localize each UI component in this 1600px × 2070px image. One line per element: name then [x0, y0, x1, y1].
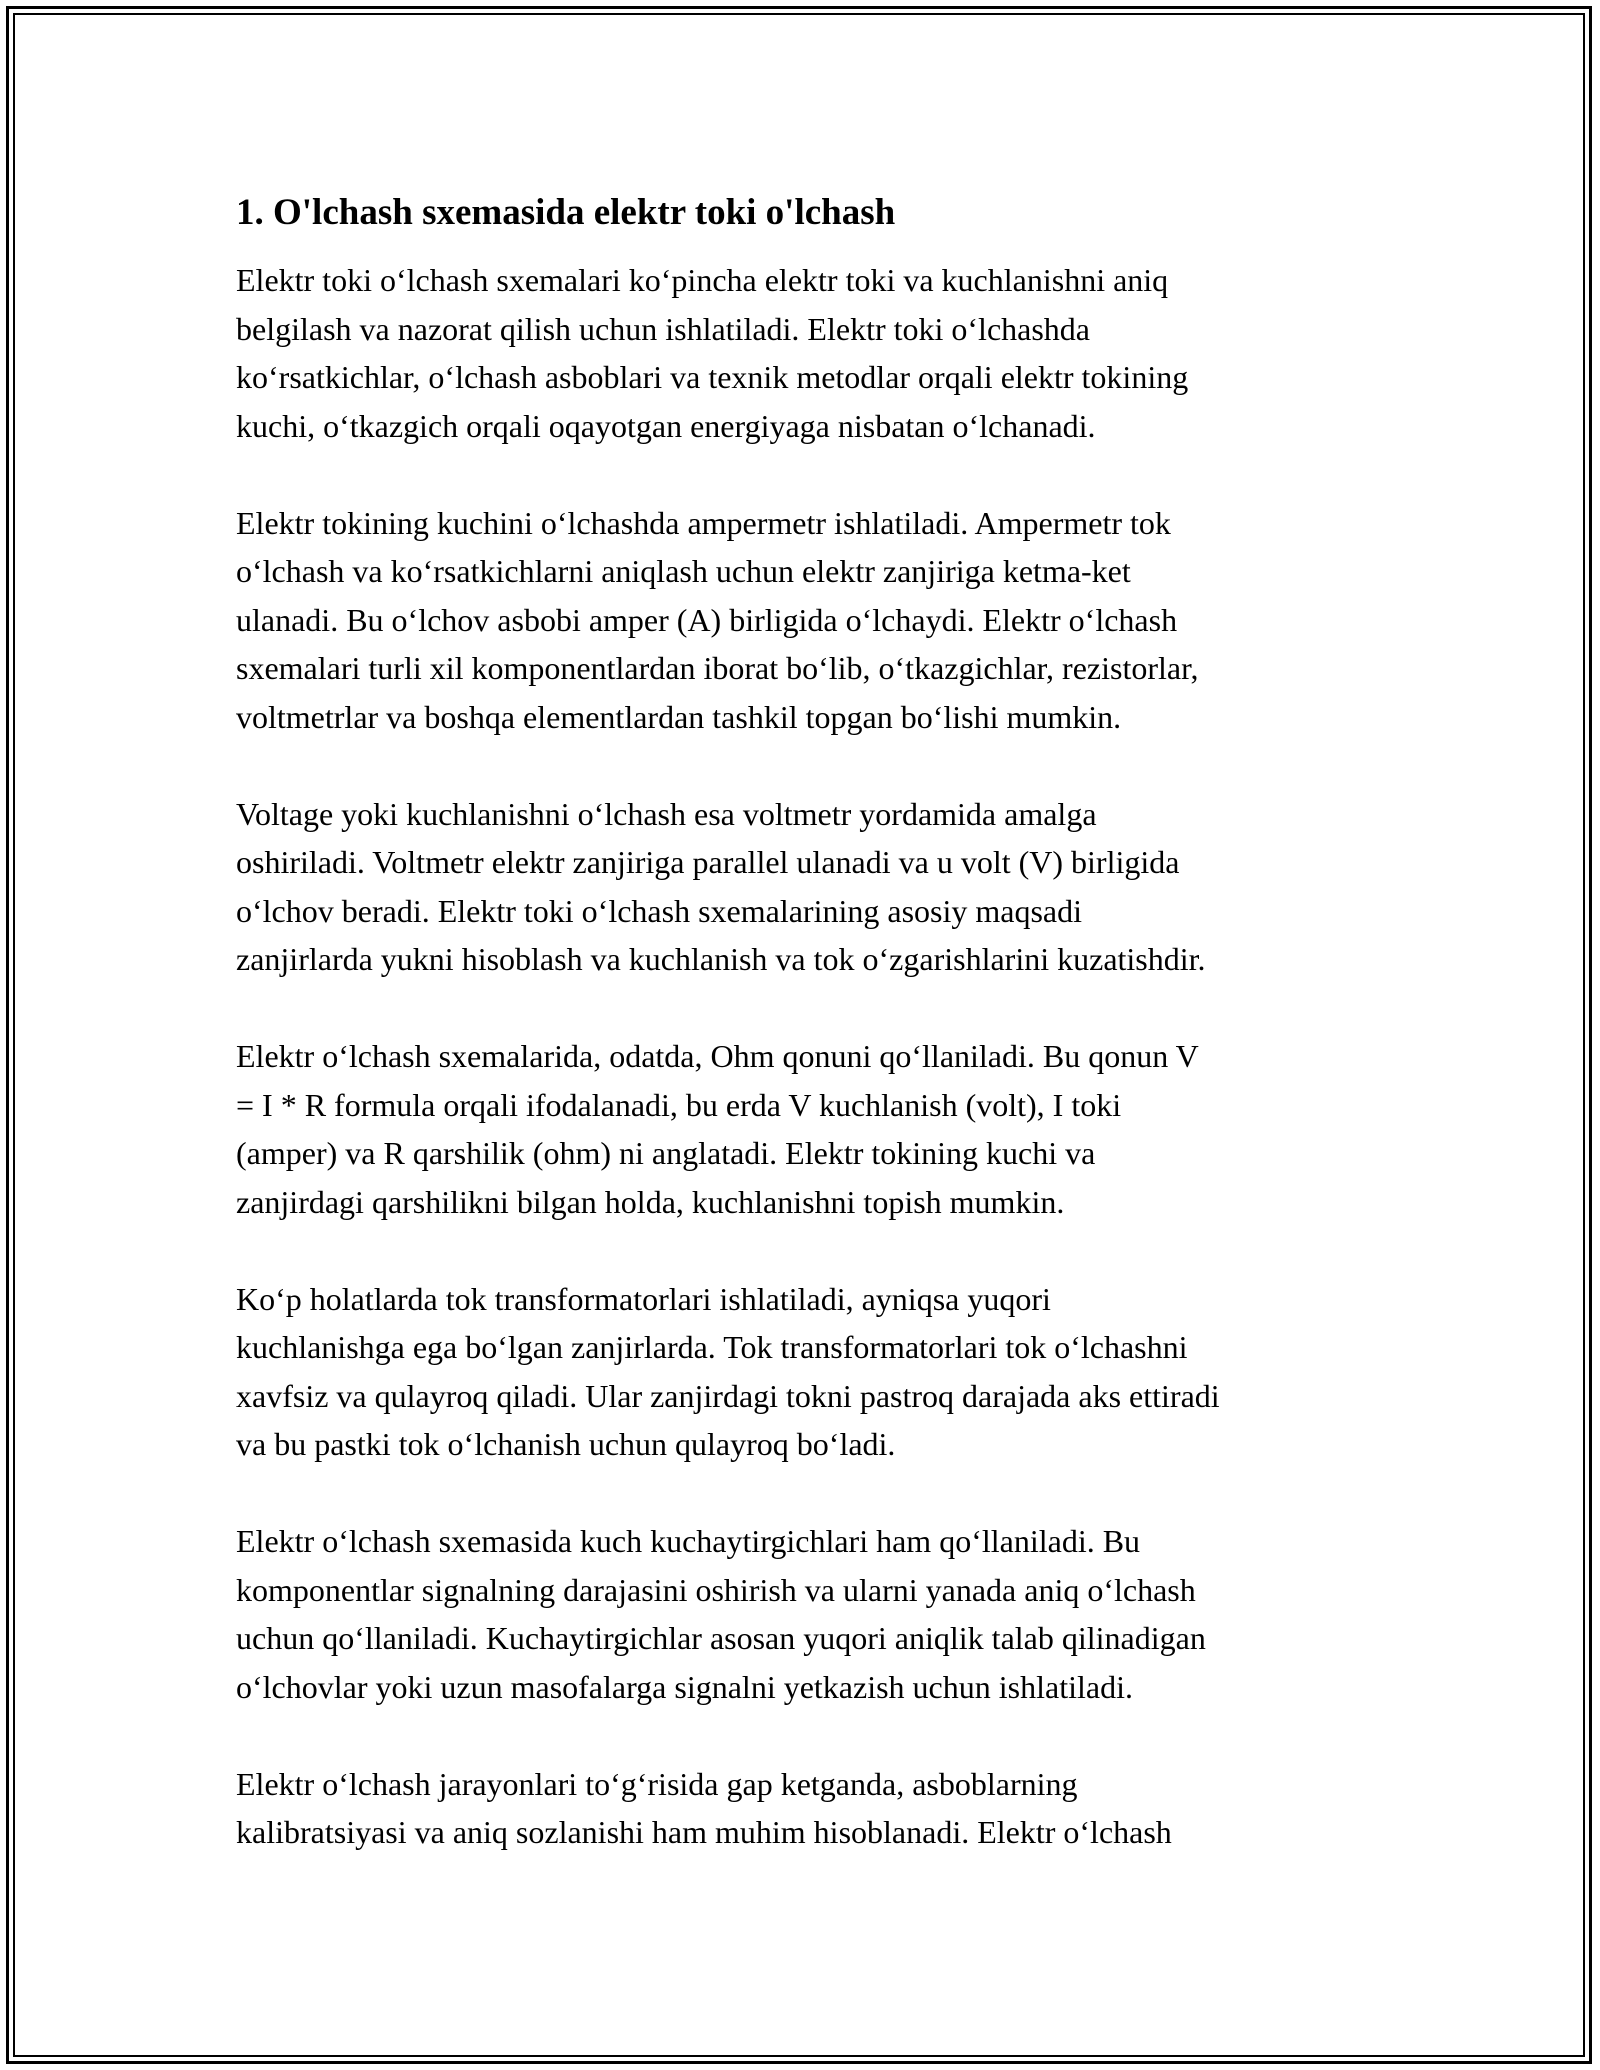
paragraph-line: ko‘rsatkichlar, o‘lchash asboblari va texnik metodlar orqali elektr tokining — [236, 359, 1189, 395]
paragraph-line: Elektr toki o‘lchash sxemalari ko‘pincha elektr toki va kuchlanishni aniq — [236, 262, 1169, 298]
paragraph-line: sxemalari turli xil komponentlardan iborat bo‘lib, o‘tkazgichlar, rezistorlar, — [236, 650, 1199, 686]
paragraph-line: Ko‘p holatlarda tok transformatorlari ishlatiladi, ayniqsa yuqori — [236, 1280, 1051, 1317]
paragraph — [236, 1275, 1376, 1469]
paragraph-line: kuchi, o‘tkazgich orqali oqayotgan energiyaga nisbatan o‘lchanadi. — [236, 407, 1096, 444]
paragraph-line: Elektr o‘lchash jarayonlari to‘g‘risida gap ketganda, asboblarning — [236, 1765, 1078, 1802]
paragraph-line: kalibratsiyasi va aniq sozlanishi ham muhim hisoblanadi. Elektr o‘lchash — [236, 1814, 1172, 1850]
paragraph-list — [236, 256, 1376, 1857]
paragraph-line: va bu pastki tok o‘lchanish uchun qulayroq bo‘ladi. — [236, 1426, 896, 1462]
paragraph-line: (amper) va R qarshilik (ohm) ni anglatadi. Elektr tokining kuchi va — [236, 1135, 1096, 1171]
paragraph-line: zanjirdagi qarshilikni bilgan holda, kuchlanishni topish mumkin. — [236, 1183, 1065, 1220]
paragraph-line: kuchlanishga ega bo‘lgan zanjirlarda. Tok transformatorlari tok o‘lchashni — [236, 1329, 1188, 1365]
paragraph-line: = I * R formula orqali ifodalanadi, bu erda V kuchlanish (volt), I toki — [236, 1086, 1122, 1123]
paragraph-line: voltmetrlar va boshqa elementlardan tashkil topgan bo‘lishi mumkin. — [236, 698, 1122, 735]
paragraph — [236, 1760, 1376, 1857]
paragraph-line: o‘lchovlar yoki uzun masofalarga signalni yetkazish uchun ishlatiladi. — [236, 1668, 1133, 1705]
document-body — [236, 190, 1376, 1905]
paragraph-line: o‘lchov beradi. Elektr toki o‘lchash sxemalarining asosiy maqsadi — [236, 892, 1082, 929]
paragraph-line: oshiriladi. Voltmetr elektr zanjiriga parallel ulanadi va u volt (V) birligida — [236, 844, 1180, 880]
paragraph-line: xavfsiz va qulayroq qiladi. Ular zanjirdagi tokni pastroq darajada aks ettiradi — [236, 1377, 1220, 1414]
paragraph-line: Elektr tokining kuchini o‘lchashda ampermetr ishlatiladi. Ampermetr tok — [236, 504, 1171, 541]
paragraph — [236, 256, 1376, 450]
paragraph-line: Elektr o‘lchash sxemalarida, odatda, Ohm qonuni qo‘llaniladi. Bu qonun V — [236, 1038, 1199, 1074]
paragraph-line: ulanadi. Bu o‘lchov asbobi amper (A) birligida o‘lchaydi. Elektr o‘lchash — [236, 601, 1178, 638]
paragraph-line: belgilash va nazorat qilish uchun ishlatiladi. Elektr toki o‘lchashda — [236, 310, 1090, 347]
paragraph-line: o‘lchash va ko‘rsatkichlarni aniqlash uchun elektr zanjiriga ketma-ket — [236, 553, 1131, 589]
paragraph — [236, 499, 1376, 742]
paragraph — [236, 790, 1376, 984]
paragraph-line: komponentlar signalning darajasini oshirish va ularni yanada aniq o‘lchash — [236, 1571, 1196, 1608]
paragraph-line: Elektr o‘lchash sxemasida kuch kuchaytirgichlari ham qo‘llaniladi. Bu — [236, 1523, 1141, 1559]
paragraph-line: uchun qo‘llaniladi. Kuchaytirgichlar asosan yuqori aniqlik talab qilinadigan — [236, 1620, 1206, 1656]
paragraph-line: Voltage yoki kuchlanishni o‘lchash esa voltmetr yordamida amalga — [236, 795, 1097, 832]
paragraph — [236, 1032, 1376, 1226]
section-heading: 1. O'lchash sxemasida elektr toki o'lchash — [236, 192, 896, 233]
paragraph-line: zanjirlarda yukni hisoblash va kuchlanish va tok o‘zgarishlarini kuzatishdir. — [236, 941, 1206, 977]
paragraph — [236, 1517, 1376, 1711]
